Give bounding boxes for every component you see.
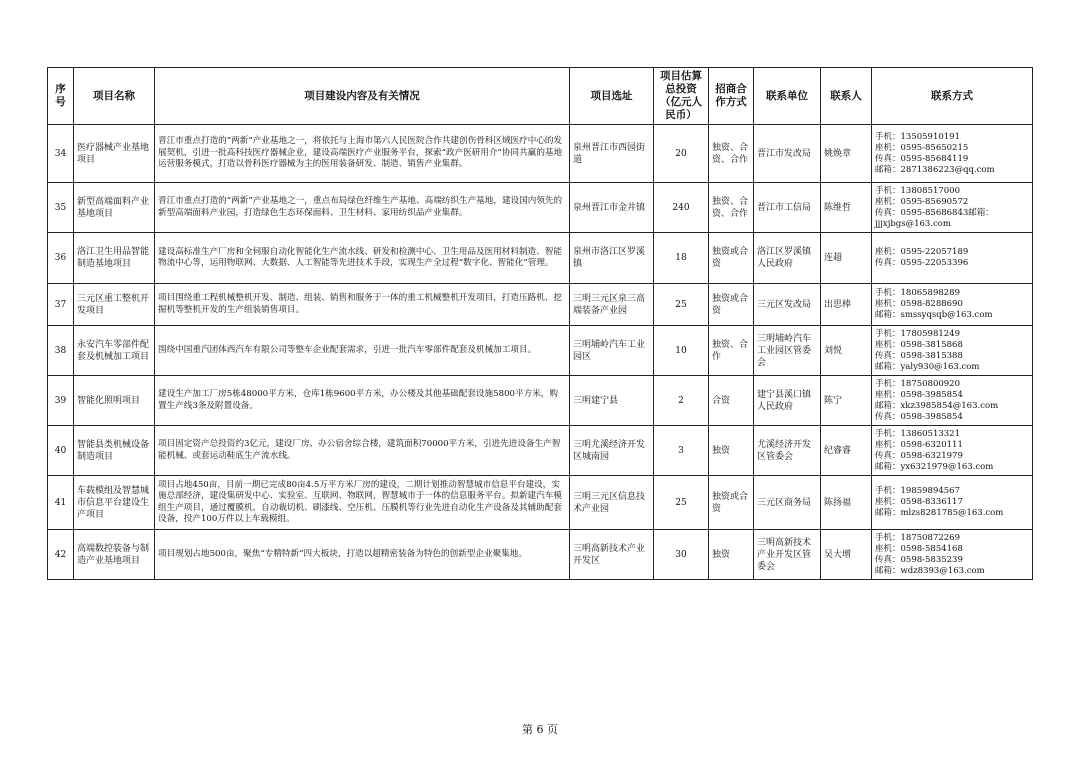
project-description: 项目占地450亩，目前一期已完成80亩4.5万平方米厂房的建设，二期计划推动智慧城市信息平台建设，实施总部经济，建设集研发中心、实验室、互联网、物联网，智慧城市于一体的信息服务平台。拟新建汽车模组生产项目，通过覆膜机、自动裁切机、刷漆线、空压机、压膜机等行业先进自动化生产设备及其辅助配套设备，投产100万件以上车载模组。 — [155, 476, 570, 530]
project-site: 三明建宁县 — [570, 376, 654, 426]
contact-line: 邮箱：smssyqsqb@163.com — [875, 310, 993, 320]
contact-details — [872, 233, 1033, 284]
project-site: 泉州晋江市金井镇 — [570, 183, 654, 233]
project-site: 泉州晋江市西园街道 — [570, 125, 654, 183]
header-content: 项目建设内容及有关情况 — [155, 68, 570, 125]
header-person: 联系人 — [821, 68, 872, 125]
header-mode: 招商合作方式 — [709, 68, 754, 125]
table-row — [48, 476, 1033, 530]
project-description: 围绕中国重汽团体西汽车有限公司等整车企业配套需求，引进一批汽车零部件配套及机械加工项目。 — [155, 326, 570, 376]
contact-details — [872, 326, 1033, 376]
table-body — [48, 125, 1033, 580]
project-site: 三明埔岭汽车工业园区 — [570, 326, 654, 376]
row-number: 34 — [48, 125, 74, 183]
project-description: 建设生产加工厂房5栋48000平方米，仓库1栋9600平方米，办公楼及其他基础配套设施5800平方米，购置生产线3条及附置设备。 — [155, 376, 570, 426]
contact-line: 传真：0598-6321979 — [875, 450, 963, 461]
investment-amount: 10 — [654, 326, 709, 376]
contact-unit: 洛江区罗溪镇人民政府 — [754, 233, 821, 284]
contact-line: 邮箱：2871386223@qq.com — [875, 164, 995, 175]
contact-unit: 三元区发改局 — [754, 284, 821, 326]
table-row — [48, 376, 1033, 426]
table-row — [48, 284, 1033, 326]
project-site: 三明三元区泉三高端装备产业园 — [570, 284, 654, 326]
contact-unit: 晋江市发改局 — [754, 125, 821, 183]
project-name: 智能化照明项目 — [74, 376, 155, 426]
contact-details — [872, 426, 1033, 476]
cooperation-mode: 独资或合资 — [709, 233, 754, 284]
row-number: 35 — [48, 183, 74, 233]
investment-amount: 3 — [654, 426, 709, 476]
contact-line: 传真：0598-3985854 — [875, 411, 963, 422]
contact-line: 手机：19859894567 — [875, 486, 960, 496]
project-description: 建设高标准生产厂房和全伺服自动化智能化生产流水线、研发和检测中心、卫生用品及医用材料制造、智能物流中心等，运用物联网、大数据、人工智能等先进技术手段，实现生产全过程“数字化、智能化”管理。 — [155, 233, 570, 284]
contact-line: 座机：0595-85690572 — [875, 196, 969, 207]
project-site: 三明三元区信息技术产业园 — [570, 476, 654, 530]
contact-person: 刘悦 — [821, 326, 872, 376]
project-name: 高端数控装备与制造产业基地项目 — [74, 530, 155, 580]
contact-details — [872, 530, 1033, 580]
contact-details — [872, 183, 1033, 233]
contact-details — [872, 284, 1033, 326]
contact-unit: 三明高新技术产业开发区管委会 — [754, 530, 821, 580]
cooperation-mode: 独资或合资 — [709, 476, 754, 530]
contact-line: jjjxjbgs@163.com — [875, 218, 951, 229]
contact-unit: 晋江市工信局 — [754, 183, 821, 233]
project-site: 三明尤溪经济开发区城南园 — [570, 426, 654, 476]
project-description: 项目固定资产总投资约3亿元，建设厂房、办公宿舍综合楼，建筑面积70000平方米，引进先进设备生产智能机械、或套运动鞋底生产流水线。 — [155, 426, 570, 476]
contact-line: 传真：0595-22053396 — [875, 258, 969, 268]
investment-amount: 240 — [654, 183, 709, 233]
investment-amount: 18 — [654, 233, 709, 284]
contact-unit: 三明埔岭汽车工业园区管委会 — [754, 326, 821, 376]
contact-details — [872, 376, 1033, 426]
cooperation-mode: 独资或合资 — [709, 284, 754, 326]
row-number: 36 — [48, 233, 74, 284]
project-description: 晋江市重点打造的“两新”产业基地之一，重点布局绿色纤维生产基地、高端纺织生产基地，建设国内领先的新型高端面料产业园，打造绿色生态环保面料、卫生材料、家用纺织品产业集群。 — [155, 183, 570, 233]
project-name: 永安汽车零部件配套及机械加工项目 — [74, 326, 155, 376]
investment-amount: 30 — [654, 530, 709, 580]
row-number: 38 — [48, 326, 74, 376]
row-number: 37 — [48, 284, 74, 326]
header-contact: 联系方式 — [872, 68, 1033, 125]
contact-line: 座机：0598-3815868 — [875, 339, 963, 350]
header-no: 序号 — [48, 68, 74, 125]
contact-unit: 尤溪经济开发区管委会 — [754, 426, 821, 476]
contact-person: 纪睿睿 — [821, 426, 872, 476]
table-row — [48, 530, 1033, 580]
row-number: 42 — [48, 530, 74, 580]
investment-amount: 25 — [654, 284, 709, 326]
project-table — [47, 67, 1033, 580]
header-invest: 项目估算总投资（亿元人民币） — [654, 68, 709, 125]
contact-person: 吴大增 — [821, 530, 872, 580]
contact-person: 姚焕章 — [821, 125, 872, 183]
cooperation-mode: 合资 — [709, 376, 754, 426]
project-name: 医疗器械产业基地项目 — [74, 125, 155, 183]
contact-line: 座机：0595-22057189 — [875, 247, 969, 257]
header-site: 项目选址 — [570, 68, 654, 125]
contact-line: 手机：18065898289 — [875, 288, 960, 298]
cooperation-mode: 独资、合资、合作 — [709, 125, 754, 183]
contact-line: 座机：0598-5854168 — [875, 543, 963, 554]
contact-line: 座机：0595-85650215 — [875, 142, 969, 153]
contact-person: 陈扬福 — [821, 476, 872, 530]
investment-amount: 20 — [654, 125, 709, 183]
project-description: 项目围绕重工程机械整机开发、制造、组装、销售和服务于一体的重工机械整机开发项目，打造压路机、挖掘机等整机开发的生产组装销售项目。 — [155, 284, 570, 326]
row-number: 41 — [48, 476, 74, 530]
contact-line: 座机：0598-3985854 — [875, 389, 963, 400]
contact-line: 手机：13808517000 — [875, 185, 960, 196]
investment-amount: 2 — [654, 376, 709, 426]
project-description: 晋江市重点打造的“两新”产业基地之一，将依托与上海市第六人民医院合作共建创伤骨科区域医疗中心的发展契机，引进一批高科技医疗器械企业，建设高端医疗产业服务平台，探索“政产医研用介”协同共赢的基地运营服务模式，打造以骨科医疗器械为主的医用装备研发、制造、销售产业集群。 — [155, 125, 570, 183]
cooperation-mode: 独资 — [709, 530, 754, 580]
project-name: 智能县类机械设备制造项目 — [74, 426, 155, 476]
contact-line: 手机：18750800920 — [875, 378, 960, 389]
contact-line: 手机：18750872269 — [875, 532, 960, 543]
contact-line: 座机：0598-6320111 — [875, 439, 963, 450]
contact-unit: 三元区商务局 — [754, 476, 821, 530]
row-number: 39 — [48, 376, 74, 426]
contact-line: 邮箱：yaly930@163.com — [875, 361, 980, 372]
contact-unit: 建宁县溪口镇人民政府 — [754, 376, 821, 426]
table-header — [48, 68, 1033, 125]
table-row — [48, 233, 1033, 284]
contact-details — [872, 476, 1033, 530]
page-number: 第 6 页 — [522, 723, 558, 736]
project-description: 项目规划占地500亩，聚焦“专精特新”四大板块，打造以超精密装备为特色的创新型企业聚集地。 — [155, 530, 570, 580]
project-name: 新型高端面料产业基地项目 — [74, 183, 155, 233]
contact-person: 陈宁 — [821, 376, 872, 426]
contact-person: 出思棒 — [821, 284, 872, 326]
contact-details — [872, 125, 1033, 183]
header-unit: 联系单位 — [754, 68, 821, 125]
table-row — [48, 125, 1033, 183]
contact-line: 手机：13860513321 — [875, 428, 960, 439]
contact-line: 座机：0598-8288690 — [875, 299, 963, 309]
project-name: 三元区重工整机开发项目 — [74, 284, 155, 326]
project-site: 三明高新技术产业开发区 — [570, 530, 654, 580]
contact-line: 传真：0598-5835239 — [875, 554, 963, 565]
table-row — [48, 183, 1033, 233]
project-name: 洛江卫生用品智能制造基地项目 — [74, 233, 155, 284]
contact-line: 邮箱：wdz8393@163.com — [875, 565, 985, 576]
contact-line: 手机：17805981249 — [875, 328, 960, 339]
investment-amount: 25 — [654, 476, 709, 530]
contact-person: 连超 — [821, 233, 872, 284]
project-name: 车载模组及智慧城市信息平台建设生产项目 — [74, 476, 155, 530]
cooperation-mode: 独资 — [709, 426, 754, 476]
project-site: 泉州市洛江区罗溪镇 — [570, 233, 654, 284]
contact-line: 传真：0595-85686843邮箱： — [875, 207, 994, 218]
row-number: 40 — [48, 426, 74, 476]
table-row — [48, 426, 1033, 476]
contact-line: 手机：13505910191 — [875, 131, 960, 142]
table-row — [48, 326, 1033, 376]
header-name: 项目名称 — [74, 68, 155, 125]
cooperation-mode: 独资、合资、合作 — [709, 183, 754, 233]
contact-line: 邮箱：yx6321979@163.com — [875, 461, 994, 472]
contact-line: 传真：0598-3815388 — [875, 350, 963, 361]
contact-line: 座机：0598-8336117 — [875, 497, 963, 507]
contact-line: 邮箱：xkz3985854@163.com — [875, 400, 999, 411]
contact-line: 邮箱：mlzs8281785@163.com — [875, 508, 1004, 518]
contact-person: 陈维哲 — [821, 183, 872, 233]
contact-line: 传真：0595-85684119 — [875, 153, 969, 164]
cooperation-mode: 独资、合作 — [709, 326, 754, 376]
